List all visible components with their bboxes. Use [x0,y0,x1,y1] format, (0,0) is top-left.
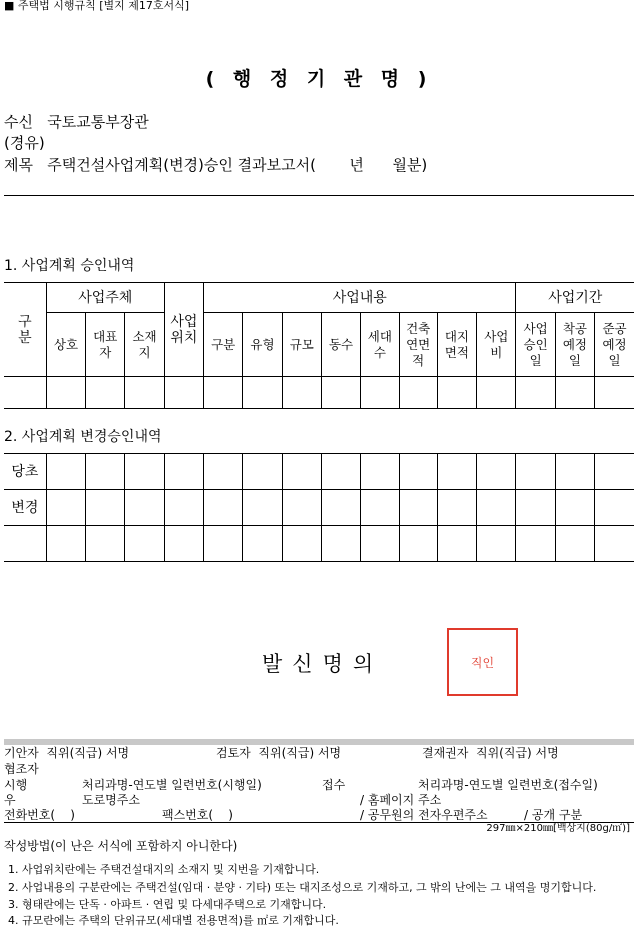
official-seal [447,628,518,696]
col-cost: 사업 비 [477,313,516,377]
enforcement-label: 시행 [4,778,28,792]
recipient-label: 수신 [4,113,33,131]
enforcement-number: 처리과명-연도별 일련번호(시행일) [82,778,262,792]
section2-heading: 2. 사업계획 변경승인내역 [4,429,162,445]
table-row [4,526,634,562]
group-content: 사업내용 [204,283,516,313]
col-floor-area: 건축 연면 적 [399,313,437,377]
instruction-item: 2. 사업내용의 구분란에는 주택건설(임대 · 분양 · 기타) 또는 대지조성으로 기재하고, 그 밖의 난에는 그 내역을 명기합니다. [8,881,597,894]
instruction-item: 1. 사업위치란에는 주택건설대지의 소재지 및 지번을 기재합니다. [8,863,320,876]
recipient-line [4,112,149,132]
recipient-value: 국토교통부장관 [47,113,149,131]
col-company: 상호 [46,313,85,377]
col-start-date: 착공 예정 일 [555,313,594,377]
col-representative: 대표 자 [86,313,125,377]
approver: 결재권자 직위(직급) 서명 [422,746,559,760]
fax: 팩스번호( ) [162,808,233,822]
disclosure: / 공개 구분 [524,808,583,822]
group-location: 사업 위치 [164,283,203,377]
paper-spec: 297㎜×210㎜[백상지(80g/㎡)] [486,823,630,834]
seal-label: 직인 [470,655,495,670]
header-divider [4,195,634,196]
cooperator: 협조자 [4,762,39,776]
row-changed: 변경 [4,490,46,526]
instruction-item: 4. 규모란에는 주택의 단위규모(세대별 전용면적)를 ㎡로 기재합니다. [8,914,339,927]
group-period: 사업기간 [516,283,634,313]
subject-line [4,155,427,175]
subject-label: 제목 [4,156,33,174]
group-owner: 사업주체 [46,283,164,313]
via-line: (경유) [4,134,45,152]
reviewer: 검토자 직위(직급) 서명 [216,746,342,760]
homepage: / 홈페이지 주소 [360,793,442,807]
table-row [4,490,634,526]
receipt-label: 접수 [322,778,346,792]
col-scale: 규모 [282,313,321,377]
receipt-number: 처리과명-연도별 일련번호(접수일) [418,778,598,792]
instructions-heading: 작성방법(이 난은 서식에 포함하지 아니한다) [4,839,238,853]
document-title: ( 행 정 기 관 명 ) [205,68,429,90]
col-buildings: 동수 [321,313,360,377]
address: 도로명주소 [82,793,140,807]
col-land-area: 대지 면적 [437,313,476,377]
table-row [4,454,634,490]
subject-value: 주택건설사업계획(변경)승인 결과보고서( [47,156,316,174]
subject-month: 월분) [392,156,428,174]
row-original: 당초 [4,454,46,490]
approval-table [4,282,634,409]
col-approval-date: 사업 승인 일 [516,313,555,377]
col-households: 세대 수 [361,313,399,377]
instruction-item: 3. 형태란에는 단독 · 아파트 · 연립 및 다세대주택으로 기재합니다. [8,898,327,911]
phone: 전화번호( ) [4,808,75,822]
drafter: 기안자 직위(직급) 서명 [4,746,130,760]
subject-year: 년 [349,156,364,174]
col-completion-date: 준공 예정 일 [595,313,634,377]
issuer-name: 발신명의 [262,652,384,676]
col-division: 구 분 [4,283,46,377]
zip-label: 우 [4,793,16,807]
col-address: 소재 지 [125,313,164,377]
form-header: ■ 주택법 시행규칙 [별지 제17호서식] [4,0,190,12]
change-table [4,453,634,562]
footer-bar [4,739,634,745]
col-form: 유형 [243,313,282,377]
col-type: 구분 [204,313,243,377]
official-email: / 공무원의 전자우편주소 [360,808,488,822]
table-row [4,377,634,409]
section1-heading: 1. 사업계획 승인내역 [4,258,135,274]
